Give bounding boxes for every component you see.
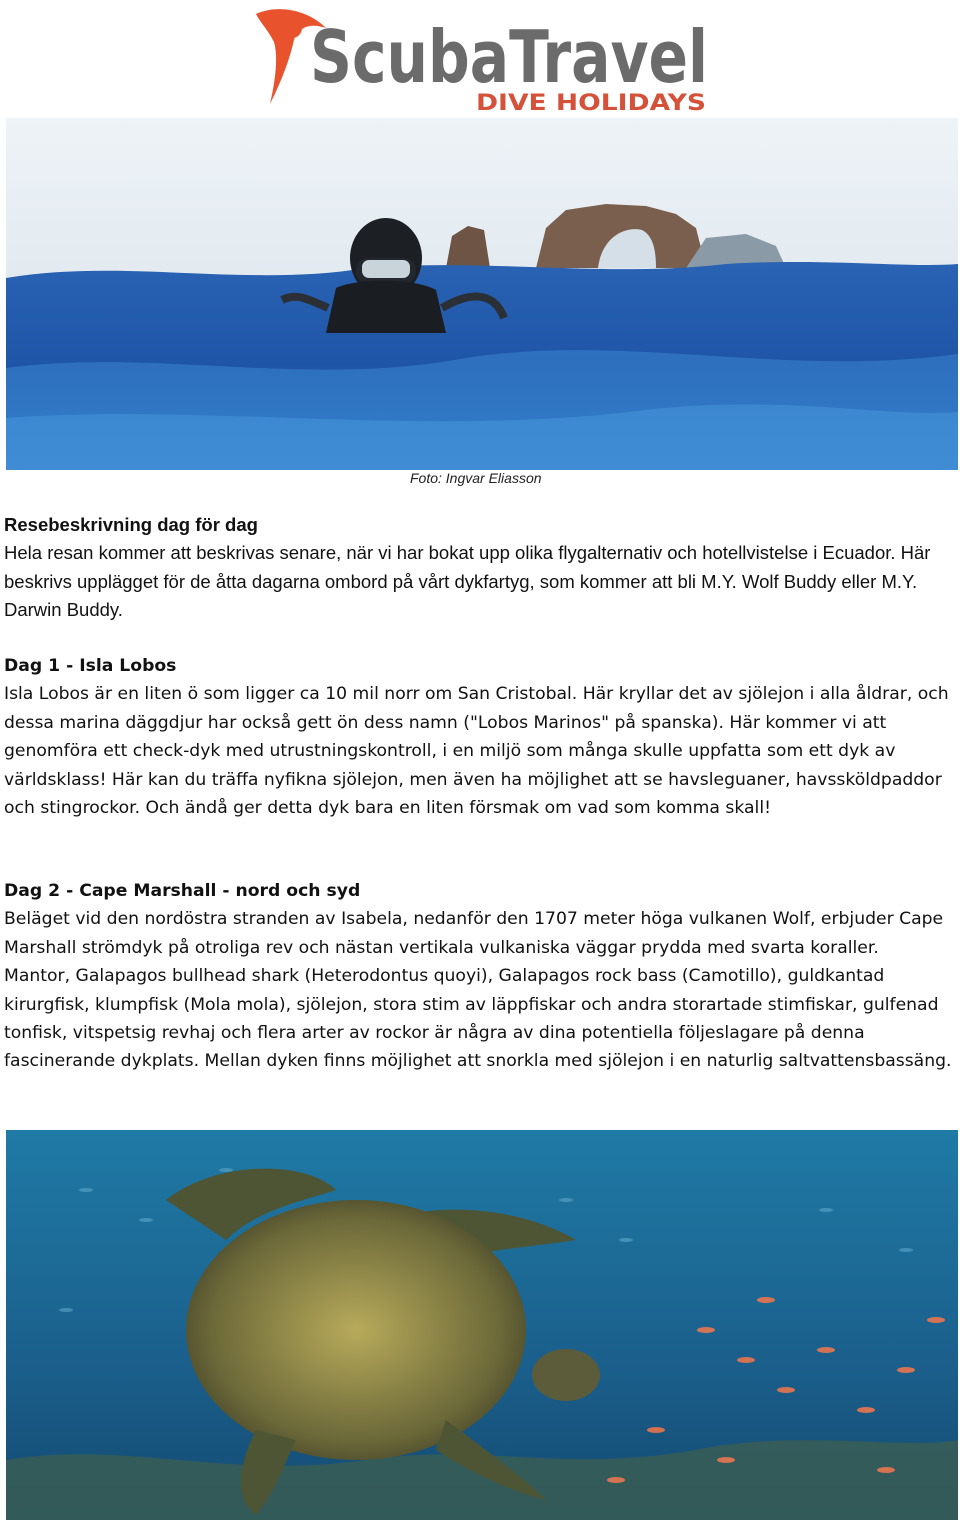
- section-heading: Resebeskrivning dag för dag: [4, 514, 258, 535]
- day2-heading: Dag 2 - Cape Marshall - nord och syd: [4, 881, 361, 901]
- section-day1: [4, 652, 960, 822]
- scubatravel-logo: [248, 0, 718, 118]
- day2-body-1: Beläget vid den nordöstra stranden av Isabela, nedanför den 1707 meter höga vulkanen Wolf, erbjuder Cape Marshall strömdyk på otroliga rev och nästan vertikala vulkaniska väggar prydda med svarta koraller.: [4, 909, 944, 958]
- logo-tagline: DIVE HOLIDAYS: [476, 91, 706, 116]
- sea-turtle-photo: [6, 1130, 958, 1520]
- section-day2: [4, 877, 960, 1076]
- section-body: Hela resan kommer att beskrivas senare, när vi har bokat upp olika flygalternativ och hotellvistelse i Ecuador. Här beskrivs upplägget för de åtta dagarna ombord på vårt dykfartyg, som kommer att bli M.Y. Wolf Buddy eller M.Y. Darwin Buddy.: [4, 542, 931, 621]
- day2-body-2: Mantor, Galapagos bullhead shark (Heterodontus quoyi), Galapagos rock bass (Camotillo), guldkantad kirurgfisk, klumpfisk (Mola mola), sjölejon, stora stim av läppfiskar och andra storartade stimfiskar, gulfenad tonfisk, vitspetsig revhaj och flera arter av rockor är några av dina potentiella följeslagare på denna fascinerande dykplats. Mellan dyken finns möjlighet att snorkla med sjölejon i en naturlig saltvattensbassäng.: [4, 966, 952, 1072]
- section-intro: [4, 511, 960, 625]
- diver-photo: [6, 118, 958, 470]
- day1-heading: Dag 1 - Isla Lobos: [4, 656, 177, 676]
- logo-brand-text: ScubaTravel: [310, 15, 708, 99]
- photo-caption: Foto: Ingvar Eliasson: [410, 470, 542, 486]
- day1-body: Isla Lobos är en liten ö som ligger ca 10 mil norr om San Cristobal. Här kryllar det av sjölejon i alla åldrar, och dessa marina däggdjur har också gett ön dess namn ("Lobos Marinos" på spanska). Här kommer vi att genomföra ett check-dyk med utrustningskontroll, i en miljö som många skulle uppfatta som ett dyk av världsklass! Här kan du träffa nyfikna sjölejon, men även ha möjlighet att se havsleguaner, havssköldpaddor och stingrockor. Och ändå ger detta dyk bara en liten försmak om vad som komma skall!: [4, 684, 949, 819]
